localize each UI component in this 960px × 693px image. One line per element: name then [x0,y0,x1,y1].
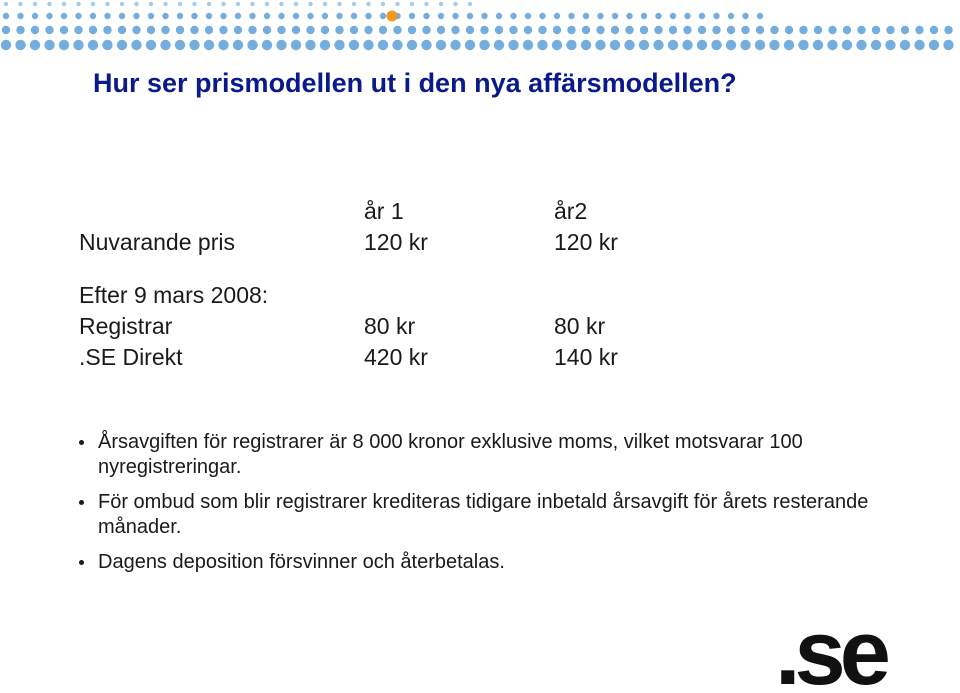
banner-dot [264,13,270,19]
banner-dot [147,26,155,34]
banner-dot [119,13,125,19]
banner-dot [364,26,372,34]
row-year1: 120 kr [364,229,428,255]
banner-dot [625,26,633,34]
banner-dot [163,2,167,6]
banner-dot [567,26,575,34]
list-item [79,430,879,480]
banner-dot [74,26,82,34]
banner-dot [248,26,256,34]
banner-dot [408,26,416,34]
banner-dot [278,13,284,19]
banner-dot [468,2,472,6]
bullet-text: Årsavgiften för registrarer är 8 000 kronor exklusive moms, vilket motsvarar 100 nyregistreringar. [98,431,803,478]
row-year2: 120 kr [554,229,618,255]
banner-dot [395,2,399,6]
banner-dot [91,2,95,6]
banner-dot [756,26,764,34]
banner-dot [160,40,170,50]
banner-dot [872,26,880,34]
banner-dot [465,40,475,50]
banner-dot [798,40,808,50]
banner-dot [784,40,794,50]
banner-dot [321,26,329,34]
banner-dot [581,40,591,50]
row-year2: 80 kr [554,313,606,339]
banner-dot [265,2,269,6]
banner-dot [16,26,24,34]
banner-dot [3,13,9,19]
banner-dot [885,40,895,50]
bullet-text: För ombud som blir registrarer krediteras tidigare inbetald årsavgift för årets resterande månader. [98,491,869,538]
banner-dot [279,2,283,6]
banner-dot [293,13,299,19]
decorative-dot-banner [0,0,960,56]
banner-dot [133,13,139,19]
row-year1: 420 kr [364,344,428,370]
banner-dot [495,26,503,34]
banner-dot [799,26,807,34]
banner-dot [45,26,53,34]
banner-dot [337,2,341,6]
banner-dot [422,26,430,34]
banner-dot [76,2,80,6]
banner-dot [88,40,98,50]
banner-dot [552,40,562,50]
banner-dot [711,40,721,50]
se-logo-text: .se [775,610,885,690]
banner-dot [467,13,473,19]
banner-dot [351,13,357,19]
bullet-list [79,430,879,585]
bullet-icon [79,560,84,565]
banner-dot [436,40,446,50]
banner-dot [148,13,154,19]
banner-dot [132,26,140,34]
banner-dot [901,26,909,34]
banner-dot [407,40,417,50]
banner-dot [409,13,415,19]
banner-dot [219,26,227,34]
banner-dot [539,13,545,19]
banner-dot [828,26,836,34]
banner-dot [929,40,939,50]
banner-dot [334,40,344,50]
banner-dot [886,26,894,34]
banner-dot [146,40,156,50]
banner-dot [233,40,243,50]
banner-dot [320,40,330,50]
banner-dot [102,40,112,50]
bullet-icon [79,440,84,445]
banner-dot [814,26,822,34]
banner-dot [410,2,414,6]
banner-dot [4,2,8,6]
banner-dot [770,26,778,34]
banner-dot [44,40,54,50]
se-logo [775,610,945,690]
banner-dot [220,13,226,19]
banner-dot [769,40,779,50]
banner-dot [943,40,953,50]
banner-dot [568,13,574,19]
banner-dot [595,40,605,50]
banner-dot [612,13,618,19]
banner-dot [742,13,748,19]
banner-dot [481,13,487,19]
banner-dot [17,13,23,19]
banner-dot [117,40,127,50]
banner-dot [221,2,225,6]
banner-dot [466,26,474,34]
banner-dot [207,2,211,6]
row-year1: 80 kr [364,313,416,339]
banner-dot [90,13,96,19]
banner-dot [294,2,298,6]
banner-dot [684,13,690,19]
banner-dot [191,13,197,19]
banner-dot [322,13,328,19]
banner-dot [479,40,489,50]
banner-dot [46,13,52,19]
banner-dot [523,40,533,50]
banner-dot [392,40,402,50]
banner-dot [755,40,765,50]
banner-dot [611,26,619,34]
banner-dot [73,40,83,50]
banner-dot [378,40,388,50]
row-label: Nuvarande pris [79,229,235,255]
banner-dot [104,13,110,19]
banner-dot [31,26,39,34]
banner-dot [596,26,604,34]
banner-dot [423,13,429,19]
banner-dot [276,40,286,50]
banner-dot [639,40,649,50]
banner-dot [510,13,516,19]
banner-dot [915,26,923,34]
banner-dot [727,26,735,34]
after-date-heading: Efter 9 mars 2008: [79,282,269,308]
banner-dot [757,13,763,19]
banner-dot [162,13,168,19]
banner-dot [930,26,938,34]
banner-dot [178,2,182,6]
banner-dot [653,40,663,50]
banner-dot [439,2,443,6]
banner-dot [1,40,11,50]
banner-dot [204,40,214,50]
banner-dot [103,26,111,34]
banner-dot [698,26,706,34]
banner-dot [741,26,749,34]
banner-dot [450,40,460,50]
banner-dot [30,40,40,50]
banner-dot [105,2,109,6]
banner-dot [856,40,866,50]
banner-dot [914,40,924,50]
banner-dot [496,13,502,19]
banner-dot [610,40,620,50]
banner-dot [350,26,358,34]
banner-dot [553,26,561,34]
banner-dot [451,26,459,34]
banner-dot [118,26,126,34]
banner-dot [249,13,255,19]
banner-dot [192,2,196,6]
banner-dot [827,40,837,50]
banner-accent-dot [387,11,398,22]
banner-dot [75,13,81,19]
banner-dot [305,40,315,50]
banner-dot [234,26,242,34]
banner-dot [32,13,38,19]
banner-dot [62,2,66,6]
banner-dot [262,40,272,50]
banner-dot [712,26,720,34]
banner-dot [61,13,67,19]
banner-dot [785,26,793,34]
banner-dot [871,40,881,50]
banner-dot [291,40,301,50]
banner-dot [597,13,603,19]
list-item [79,490,879,540]
banner-dot [669,26,677,34]
banner-dot [15,40,25,50]
banner-dot [626,13,632,19]
banner-dot [641,13,647,19]
banner-dot [713,13,719,19]
banner-dot [813,40,823,50]
banner-dot [89,26,97,34]
banner-dot [363,40,373,50]
banner-dot [624,40,634,50]
banner-dot [335,26,343,34]
banner-dot [740,40,750,50]
banner-dot [843,26,851,34]
banner-dot [683,26,691,34]
row-label: .SE Direkt [79,344,183,370]
banner-dot [2,26,10,34]
banner-dot [292,26,300,34]
banner-dot [206,13,212,19]
header-year1: år 1 [364,198,404,224]
banner-dot [480,26,488,34]
banner-dot [379,26,387,34]
banner-dot [205,26,213,34]
slide-title: Hur ser prismodellen ut i den nya affärsmodellen? [93,68,737,98]
banner-dot [235,13,241,19]
banner-dot [175,40,185,50]
banner-dot [538,26,546,34]
banner-dot [177,13,183,19]
banner-dot [47,2,51,6]
banner-dot [566,40,576,50]
banner-dot [308,2,312,6]
banner-dot [525,13,531,19]
banner-dot [437,26,445,34]
banner-dot [537,40,547,50]
banner-dot [134,2,138,6]
banner-dot [323,2,327,6]
banner-dot [554,13,560,19]
banner-dot [393,26,401,34]
banner-dot [728,13,734,19]
banner-dot [380,13,386,19]
banner-dot [336,13,342,19]
banner-dot [508,40,518,50]
banner-dot [654,26,662,34]
banner-dot [120,2,124,6]
banner-dot [18,2,22,6]
banner-dot [944,26,952,34]
banner-dot [59,40,69,50]
banner-dot [307,13,313,19]
banner-dot [697,40,707,50]
banner-dot [247,40,257,50]
list-item [79,550,879,575]
bullet-text: Dagens deposition försvinner och återbetalas. [98,551,505,573]
banner-dot [366,2,370,6]
banner-dot [682,40,692,50]
banner-dot [452,13,458,19]
banner-dot [655,13,661,19]
banner-dot [424,2,428,6]
banner-dot [250,2,254,6]
banner-dot [381,2,385,6]
banner-dot [494,40,504,50]
banner-dot [509,26,517,34]
banner-dot [842,40,852,50]
banner-dot [277,26,285,34]
banner-dot [236,2,240,6]
banner-dot [306,26,314,34]
banner-dot [131,40,141,50]
banner-dot [161,26,169,34]
banner-dot [190,26,198,34]
banner-dot [582,26,590,34]
banner-dot [149,2,153,6]
banner-dot [640,26,648,34]
banner-dot [421,40,431,50]
banner-dot [857,26,865,34]
banner-dot [33,2,37,6]
banner-dot [352,2,356,6]
banner-dot [726,40,736,50]
banner-dot [218,40,228,50]
banner-dot [189,40,199,50]
banner-dot [668,40,678,50]
banner-dot [699,13,705,19]
banner-dot [524,26,532,34]
row-label: Registrar [79,313,173,339]
header-year2: år2 [554,198,588,224]
bullet-icon [79,500,84,505]
row-year2: 140 kr [554,344,618,370]
banner-dot [365,13,371,19]
banner-dot [60,26,68,34]
banner-dot [670,13,676,19]
banner-dot [176,26,184,34]
banner-dot [583,13,589,19]
banner-dot [349,40,359,50]
banner-dot [438,13,444,19]
banner-dot [453,2,457,6]
banner-dot [900,40,910,50]
banner-dot [263,26,271,34]
